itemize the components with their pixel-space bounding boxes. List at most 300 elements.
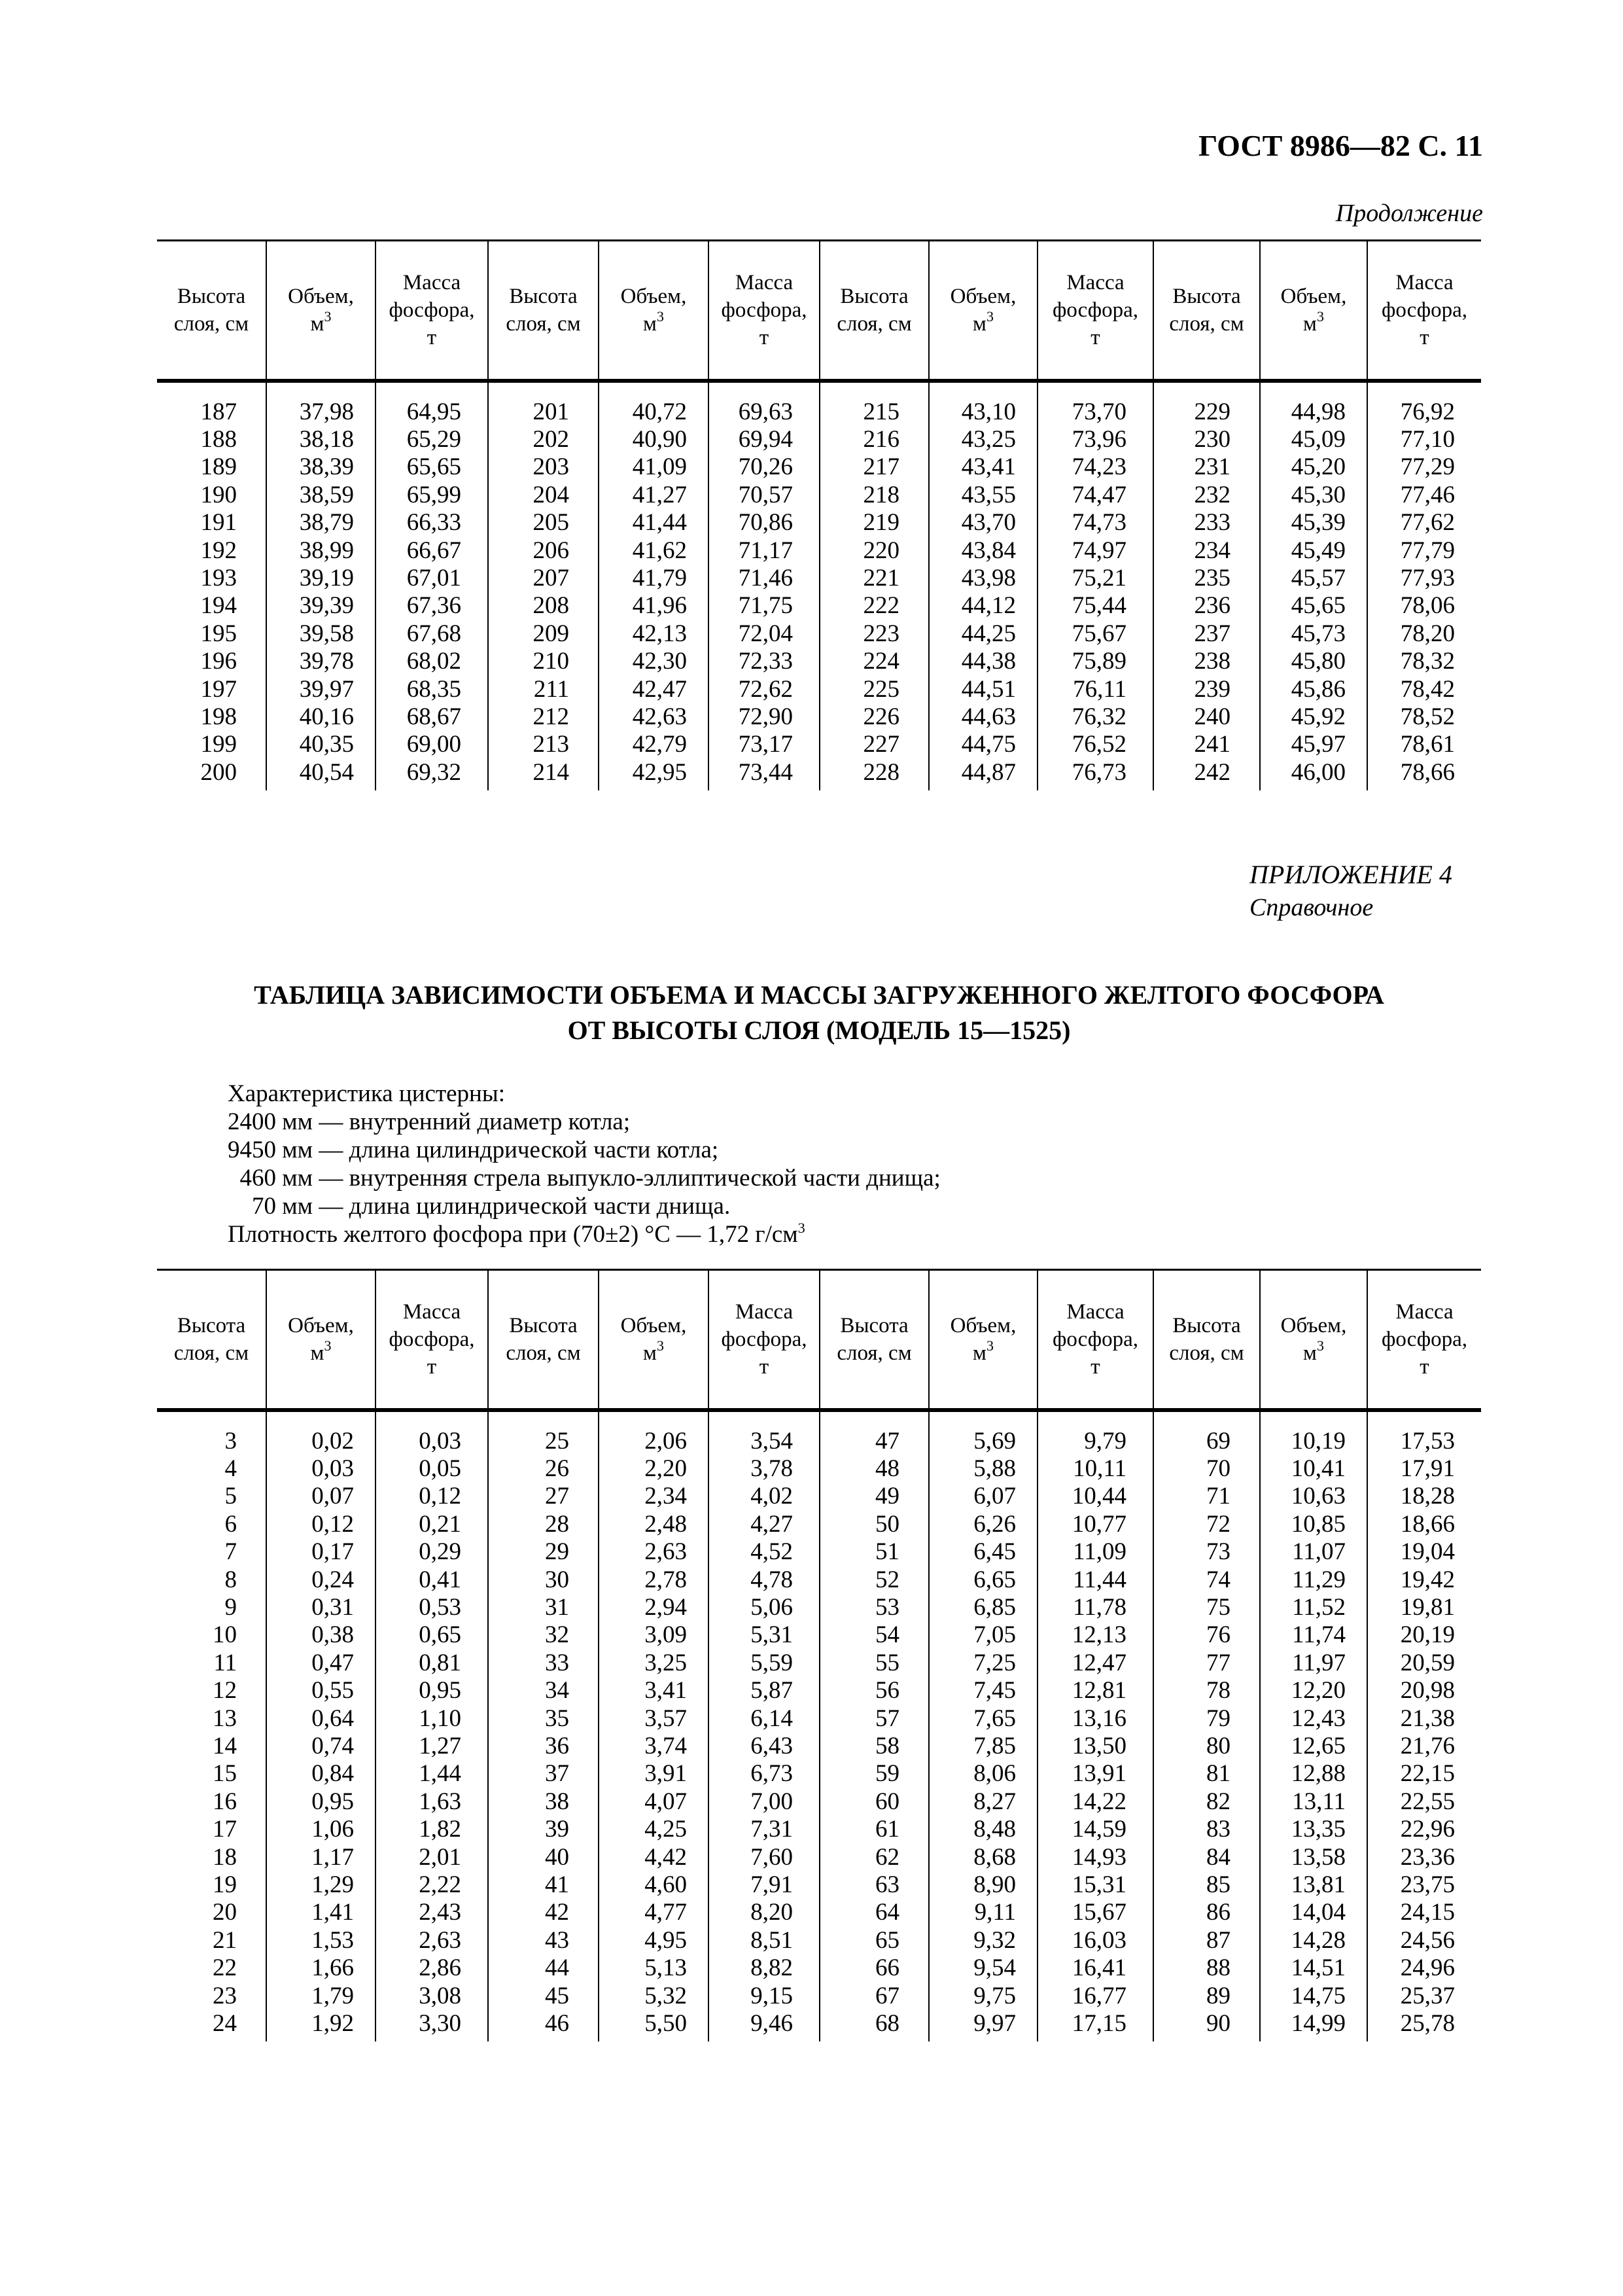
table-cell: 46 (488, 2010, 599, 2041)
table-cell: 9,46 (708, 2010, 820, 2041)
table-cell: 216 (820, 426, 929, 453)
table-cell: 73,70 (1038, 381, 1153, 426)
table-cell: 45,49 (1260, 537, 1367, 565)
table-cell: 60 (820, 1788, 929, 1816)
table-cell: 67,01 (375, 565, 488, 592)
table-row (157, 1566, 1481, 1594)
table-cell: 197 (200, 675, 237, 703)
table-cell: 35 (488, 1705, 599, 1733)
table-cell: 44,25 (929, 620, 1038, 648)
table-cell: 225 (820, 676, 929, 703)
table-cell: 73,44 (708, 759, 820, 790)
table-cell: 45,80 (1260, 648, 1367, 675)
table-cell: 45,57 (1260, 565, 1367, 592)
table-main (157, 1269, 1481, 2041)
table-cell: 74,47 (1038, 482, 1153, 509)
table-cell: 217 (820, 453, 929, 481)
table-cell: 1,10 (375, 1705, 488, 1733)
table-cell: 192 (200, 537, 237, 564)
table-row (157, 1760, 1481, 1788)
header-text: т (1420, 325, 1429, 349)
table-row (157, 1927, 1481, 1954)
table-cell: 73 (1153, 1538, 1260, 1566)
table-cell: 69,32 (375, 759, 488, 790)
table-cell: 11,52 (1260, 1594, 1367, 1621)
header-text: фосфора, (721, 1327, 807, 1351)
table-cell: 40,16 (266, 703, 375, 731)
table-cell: 6,73 (708, 1760, 820, 1788)
table-cell: 76,73 (1038, 759, 1153, 790)
table-cell: 7 (224, 1538, 237, 1566)
table-row (157, 1677, 1481, 1704)
table-cell: 21,38 (1367, 1705, 1481, 1733)
unit-superscript: 3 (986, 308, 994, 325)
table-cell: 39,39 (266, 592, 375, 620)
unit-superscript: 3 (656, 1337, 664, 1354)
table-row (157, 537, 1481, 565)
table-cell: 14,28 (1260, 1927, 1367, 1954)
table-row (157, 620, 1481, 648)
header-text: т (759, 325, 769, 349)
header-text: т (1091, 325, 1100, 349)
table-cell: 19,81 (1367, 1594, 1481, 1621)
table-cell: 43,84 (929, 537, 1038, 565)
table-cell: 7,91 (708, 1871, 820, 1899)
table-cell: 23 (213, 1982, 237, 2009)
table-cell: 44,87 (929, 759, 1038, 790)
table-cell: 0,74 (266, 1733, 375, 1760)
header-text: Объем, (620, 284, 687, 308)
table-cell: 10,63 (1260, 1483, 1367, 1510)
table-cell: 20,59 (1367, 1650, 1481, 1677)
table-cell: 53 (820, 1594, 929, 1621)
table-cell: 77,79 (1367, 537, 1481, 565)
table-cell: 15,67 (1038, 1899, 1153, 1926)
table-cell: 13,35 (1260, 1816, 1367, 1843)
header-text: фосфора, (1052, 298, 1139, 322)
table-cell: 2,22 (375, 1871, 488, 1899)
table-cell: 1,17 (266, 1844, 375, 1871)
table-cell: 4,07 (599, 1788, 708, 1816)
table-header (157, 1270, 1481, 1410)
table-cell: 77,29 (1367, 453, 1481, 481)
table-cell: 1,29 (266, 1871, 375, 1899)
table-cell: 77,10 (1367, 426, 1481, 453)
table-cell: 69,00 (375, 731, 488, 758)
header-text: слоя, см (1169, 1341, 1244, 1365)
table-cell: 22,15 (1367, 1760, 1481, 1788)
table-cell: 4 (224, 1455, 237, 1482)
characteristic-line: 70 мм — длина цилиндрической части днища. (228, 1193, 731, 1220)
table-cell: 87 (1153, 1927, 1260, 1954)
table-cell: 44,63 (929, 703, 1038, 731)
table-title-line1: ТАБЛИЦА ЗАВИСИМОСТИ ОБЪЕМА И МАССЫ ЗАГРУЖЕННОГО ЖЕЛТОГО ФОСФОРА (254, 980, 1384, 1010)
column-header-volume (929, 1270, 1038, 1410)
table-row (157, 565, 1481, 592)
table-cell: 24,56 (1367, 1927, 1481, 1954)
header-text: $м^3$ (643, 308, 664, 336)
table-cell: 0,02 (266, 1410, 375, 1455)
table-cell: 3,78 (708, 1455, 820, 1483)
table-cell: 9,15 (708, 1983, 820, 2010)
header-text: т (1091, 1354, 1100, 1379)
table-cell: 69,63 (708, 381, 820, 426)
table-cell: 77 (1153, 1650, 1260, 1677)
table-cell: 43 (488, 1927, 599, 1954)
table-cell: 215 (820, 381, 929, 426)
table-cell: 0,07 (266, 1483, 375, 1510)
table-row (157, 1538, 1481, 1566)
table-cell: 42,95 (599, 759, 708, 790)
table-cell: 14,93 (1038, 1844, 1153, 1871)
table-cell: 9 (224, 1593, 237, 1621)
table-cell: 4,02 (708, 1483, 820, 1510)
appendix-label: ПРИЛОЖЕНИЕ 4 (1249, 860, 1452, 889)
table-cell: 5,69 (929, 1410, 1038, 1455)
table-cell: 230 (1153, 426, 1260, 453)
table-row (157, 2010, 1481, 2041)
table-cell: 11,07 (1260, 1538, 1367, 1566)
table-cell: 41,62 (599, 537, 708, 565)
table-cell: 14,04 (1260, 1899, 1367, 1926)
table-cell: 89 (1153, 1983, 1260, 2010)
unit-superscript: 3 (1316, 1337, 1324, 1354)
table-cell: 187 (200, 398, 237, 425)
table-cell: 3,54 (708, 1410, 820, 1455)
table-cell: 12,88 (1260, 1760, 1367, 1788)
table-cell: 65,65 (375, 453, 488, 481)
table-cell: 12,20 (1260, 1677, 1367, 1704)
table-cell: 44,38 (929, 648, 1038, 675)
table-cell: 222 (820, 592, 929, 620)
table-cell: 22,55 (1367, 1788, 1481, 1816)
table-cell: 207 (488, 565, 599, 592)
table-row (157, 1899, 1481, 1926)
table-cell: 1,41 (266, 1899, 375, 1926)
header-text: фосфора, (1052, 1327, 1139, 1351)
table-cell: 72 (1153, 1511, 1260, 1538)
header-text: Высота (509, 284, 578, 308)
table-cell: 19 (213, 1871, 237, 1898)
table-cell: 76 (1153, 1621, 1260, 1649)
table-cell: 42,79 (599, 731, 708, 758)
table-cell: 4,27 (708, 1511, 820, 1538)
table-row (157, 1816, 1481, 1843)
table-cell: 66,67 (375, 537, 488, 565)
table-cell: 77,62 (1367, 509, 1481, 537)
header-text: Масса (402, 270, 461, 294)
table-cell: 50 (820, 1511, 929, 1538)
table-cell: 38,18 (266, 426, 375, 453)
table-body (157, 381, 1481, 791)
header-text: фосфора, (721, 298, 807, 322)
table-cell: 203 (488, 453, 599, 481)
table-title-line2: ОТ ВЫСОТЫ СЛОЯ (МОДЕЛЬ 15—1525) (567, 1016, 1071, 1045)
characteristic-line: 460 мм — внутренняя стрела выпукло-эллиптической части днища; (228, 1165, 941, 1192)
table-cell: 233 (1153, 509, 1260, 537)
table-cell: 12,13 (1038, 1621, 1153, 1649)
table-cell: 208 (488, 592, 599, 620)
table-cell: 14,99 (1260, 2010, 1367, 2041)
table-cell: 40,54 (266, 759, 375, 790)
table-cell: 0,64 (266, 1705, 375, 1733)
header-text: т (427, 1354, 437, 1379)
table-cell: 58 (820, 1733, 929, 1760)
density-line (228, 1220, 941, 1248)
table-cell: 31 (488, 1594, 599, 1621)
table-cell: 42,30 (599, 648, 708, 675)
header-text: фосфора, (389, 1327, 475, 1351)
table-cell: 45,39 (1260, 509, 1367, 537)
table-cell: 37,98 (266, 381, 375, 426)
table-cell: 27 (488, 1483, 599, 1510)
table-cell: 45,09 (1260, 426, 1367, 453)
table-cell: 88 (1153, 1954, 1260, 1982)
table-cell: 17 (213, 1816, 237, 1843)
header-text: Высота (840, 1313, 909, 1337)
table-cell: 12,47 (1038, 1650, 1153, 1677)
table-cell: 13,91 (1038, 1760, 1153, 1788)
table-row (157, 426, 1481, 453)
table-cell: 16,03 (1038, 1927, 1153, 1954)
header-text: Высота (1172, 284, 1241, 308)
table-cell: 7,31 (708, 1816, 820, 1843)
table-cell: 16,41 (1038, 1954, 1153, 1982)
table-cell: 8,48 (929, 1816, 1038, 1843)
table-cell: 71,17 (708, 537, 820, 565)
table-cell: 70,26 (708, 453, 820, 481)
table-cell: 41 (488, 1871, 599, 1899)
table-cell: 0,81 (375, 1650, 488, 1677)
table-cell: 75,89 (1038, 648, 1153, 675)
table-cell: 52 (820, 1566, 929, 1594)
table-cell: 79 (1153, 1705, 1260, 1733)
table-cell: 85 (1153, 1871, 1260, 1899)
table-cell: 75 (1153, 1594, 1260, 1621)
table-cell: 39,58 (266, 620, 375, 648)
table-cell: 18,66 (1367, 1511, 1481, 1538)
table-cell: 211 (488, 676, 599, 703)
table-cell: 0,12 (266, 1511, 375, 1538)
table-cell: 76,11 (1038, 676, 1153, 703)
table-cell: 1,82 (375, 1816, 488, 1843)
table-cell: 14,59 (1038, 1816, 1153, 1843)
table-cell: 14,51 (1260, 1954, 1367, 1982)
table-cell: 0,95 (375, 1677, 488, 1704)
table-cell: 19,04 (1367, 1538, 1481, 1566)
table-cell: 25,37 (1367, 1983, 1481, 2010)
table-cell: 72,33 (708, 648, 820, 675)
table-cell: 66,33 (375, 509, 488, 537)
table-cell: 78,20 (1367, 620, 1481, 648)
table-cell: 90 (1153, 2010, 1260, 2041)
table-cell: 17,91 (1367, 1455, 1481, 1483)
table-cell: 9,54 (929, 1954, 1038, 1982)
header-text: слоя, см (837, 311, 912, 336)
table-cell: 5,87 (708, 1677, 820, 1704)
table-cell: 61 (820, 1816, 929, 1843)
table-cell: 26 (488, 1455, 599, 1483)
column-header-height (488, 1270, 599, 1410)
header-text: т (759, 1354, 769, 1379)
table-cell: 37 (488, 1760, 599, 1788)
table-cell: 65,99 (375, 482, 488, 509)
table-cell: 0,31 (266, 1594, 375, 1621)
table-cell: 21,76 (1367, 1733, 1481, 1760)
table-cell: 45 (488, 1983, 599, 2010)
table-cell: 45,20 (1260, 453, 1367, 481)
table-cell: 69 (1153, 1410, 1260, 1455)
table-cell: 57 (820, 1705, 929, 1733)
table-cell: 11,44 (1038, 1566, 1153, 1594)
table-cell: 71,46 (708, 565, 820, 592)
table-cell: 237 (1153, 620, 1260, 648)
column-header-mass (708, 1270, 820, 1410)
density-sup: 3 (797, 1220, 805, 1236)
table-cell: 55 (820, 1650, 929, 1677)
table-cell: 41,44 (599, 509, 708, 537)
table-cell: 4,52 (708, 1538, 820, 1566)
table-cell: 44 (488, 1954, 599, 1982)
header-text: Объем, (950, 284, 1017, 308)
table-cell: 223 (820, 620, 929, 648)
table-cell: 6,26 (929, 1511, 1038, 1538)
table-cell: 2,86 (375, 1954, 488, 1982)
table-cell: 3,41 (599, 1677, 708, 1704)
table-cell: 65,29 (375, 426, 488, 453)
header-text: слоя, см (173, 311, 249, 336)
table-cell: 0,29 (375, 1538, 488, 1566)
table-cell: 9,97 (929, 2010, 1038, 2041)
table-cell: 231 (1153, 453, 1260, 481)
table-cell: 39,97 (266, 676, 375, 703)
unit-superscript: 3 (1316, 308, 1324, 325)
table-cell: 51 (820, 1538, 929, 1566)
header-text: $м^3$ (973, 1337, 994, 1365)
unit-superscript: 3 (324, 308, 332, 325)
column-header-volume (266, 241, 375, 381)
table-cell: 221 (820, 565, 929, 592)
table-cell: 5 (224, 1483, 237, 1510)
table-continuation (157, 239, 1481, 790)
table-cell: 0,41 (375, 1566, 488, 1594)
table-cell: 0,21 (375, 1511, 488, 1538)
table-cell: 4,60 (599, 1871, 708, 1899)
table-cell: 76,32 (1038, 703, 1153, 731)
table-cell: 2,34 (599, 1483, 708, 1510)
table-cell: 3,57 (599, 1705, 708, 1733)
column-header-volume (599, 1270, 708, 1410)
table-cell: 72,62 (708, 676, 820, 703)
table-cell: 4,42 (599, 1844, 708, 1871)
table-header (157, 241, 1481, 381)
table-cell: 39,78 (266, 648, 375, 675)
table-cell: 188 (200, 425, 237, 453)
table-cell: 71 (1153, 1483, 1260, 1510)
table-cell: 227 (820, 731, 929, 758)
table-cell: 39 (488, 1816, 599, 1843)
table-cell: 214 (488, 759, 599, 790)
table-cell: 13,16 (1038, 1705, 1153, 1733)
table-row (157, 453, 1481, 481)
table-cell: 74 (1153, 1566, 1260, 1594)
table-cell: 43,25 (929, 426, 1038, 453)
column-header-mass (375, 241, 488, 381)
table-cell: 4,25 (599, 1816, 708, 1843)
table-cell: 45,97 (1260, 731, 1367, 758)
table-cell: 43,98 (929, 565, 1038, 592)
table-cell: 68,35 (375, 676, 488, 703)
table-cell: 13,81 (1260, 1871, 1367, 1899)
table-cell: 11,09 (1038, 1538, 1153, 1566)
table-cell: 0,12 (375, 1483, 488, 1510)
table-cell: 12,65 (1260, 1733, 1367, 1760)
table-cell: 0,17 (266, 1538, 375, 1566)
table-cell: 0,03 (266, 1455, 375, 1483)
table-cell: 2,01 (375, 1844, 488, 1871)
table-cell: 0,47 (266, 1650, 375, 1677)
table-cell: 64,95 (375, 381, 488, 426)
table-cell: 240 (1153, 703, 1260, 731)
table-cell: 43,55 (929, 482, 1038, 509)
table-cell: 8,20 (708, 1899, 820, 1926)
table-cell: 7,60 (708, 1844, 820, 1871)
table-cell: 1,63 (375, 1788, 488, 1816)
table-cell: 9,75 (929, 1983, 1038, 2010)
table-cell: 23,75 (1367, 1871, 1481, 1899)
table-cell: 190 (200, 481, 237, 508)
table-cell: 1,66 (266, 1954, 375, 1982)
table-cell: 34 (488, 1677, 599, 1704)
table-cell: 193 (200, 564, 237, 592)
table-cell: 43,10 (929, 381, 1038, 426)
table-cell: 6 (224, 1510, 237, 1538)
table-cell: 83 (1153, 1816, 1260, 1843)
table-cell: 8,68 (929, 1844, 1038, 1871)
table-cell: 7,85 (929, 1733, 1038, 1760)
table-cell: 4,95 (599, 1927, 708, 1954)
table-cell: 15 (213, 1760, 237, 1788)
table-cell: 9,79 (1038, 1410, 1153, 1455)
table-cell: 21 (213, 1926, 237, 1954)
table-cell: 44,12 (929, 592, 1038, 620)
table-row (157, 1871, 1481, 1899)
header-text: Объем, (620, 1313, 687, 1337)
table-cell: 40,72 (599, 381, 708, 426)
table-cell: 6,43 (708, 1733, 820, 1760)
table-cell: 0,03 (375, 1410, 488, 1455)
table-cell: 238 (1153, 648, 1260, 675)
header-text: фосфора, (1381, 298, 1468, 322)
header-text: Высота (509, 1313, 578, 1337)
column-header-volume (1260, 241, 1367, 381)
table-cell: 10,85 (1260, 1511, 1367, 1538)
table-cell: 205 (488, 509, 599, 537)
header-text: Масса (735, 1299, 794, 1324)
table-row (157, 1733, 1481, 1760)
column-header-height (820, 1270, 929, 1410)
column-header-height (488, 241, 599, 381)
header-text: $м^3$ (973, 308, 994, 336)
table-cell: 11,78 (1038, 1594, 1153, 1621)
table-row (157, 1410, 1481, 1455)
table-cell: 219 (820, 509, 929, 537)
table-cell: 10,44 (1038, 1483, 1153, 1510)
table-cell: 78 (1153, 1677, 1260, 1704)
table-cell: 0,95 (266, 1788, 375, 1816)
table-cell: 189 (200, 453, 237, 481)
table-cell: 195 (200, 620, 237, 647)
